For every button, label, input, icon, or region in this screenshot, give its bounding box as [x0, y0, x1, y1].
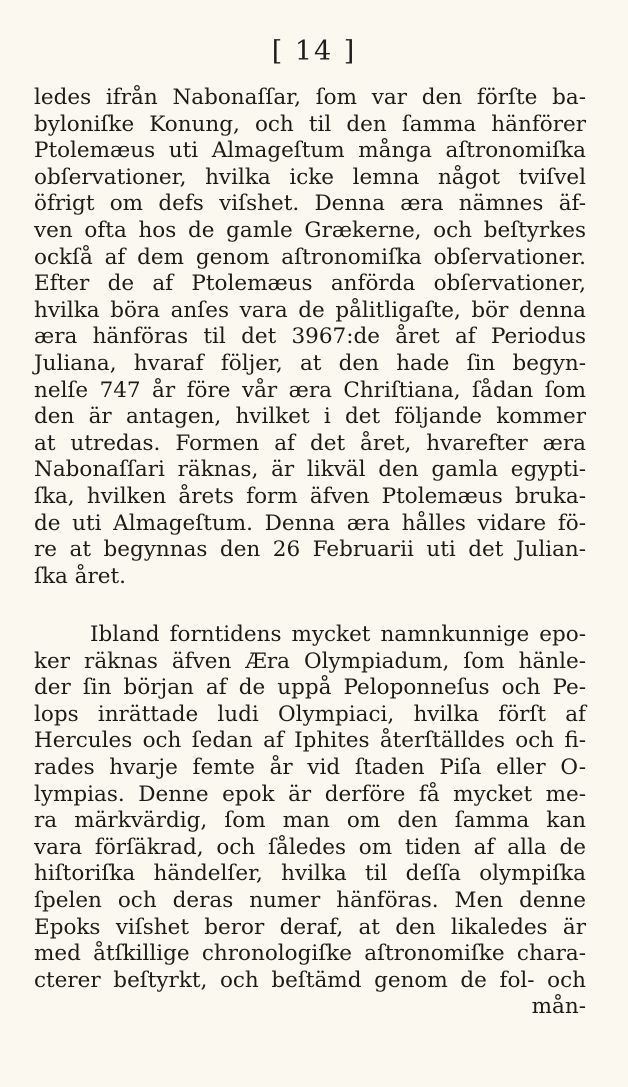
text-line: cterer beſtyrkt, och beſtämd genom de fol- och [34, 967, 586, 993]
text-line: Epoks viſshet beror deraf, at den likaledes är [34, 914, 586, 940]
text-line: rades hvarje femte år vid ſtaden Piſa eller O- [34, 754, 586, 780]
text-line: hiſtoriſka händelſer, hvilka til deſſa olympiſka [34, 861, 586, 887]
text-line: ſka året. [34, 563, 126, 589]
text-line: lops inrättade ludi Olympiaci, hvilka förſt af [34, 701, 586, 727]
text-line: den är antagen, hvilket i det följande kommer [34, 404, 586, 430]
text-line: Efter de af Ptolemæus anförda obſervationer, [34, 271, 586, 297]
text-line: öfrigt om defs viſshet. Denna æra nämnes äf- [34, 191, 586, 217]
text-line: nelſe 747 år före vår æra Chriſtiana, ſådan ſom [34, 377, 586, 403]
paragraph-1 [34, 85, 586, 590]
text-line: ſpelen och deras numer hänföras. Men denne [34, 887, 586, 913]
text-line: vara förſäkrad, och ſåledes om tiden af alla de [34, 834, 586, 860]
text-line: der ſin början af de uppå Peloponneſus och Pe- [34, 675, 586, 701]
text-line: de uti Almageſtum. Denna æra hålles vidare fö- [34, 510, 586, 536]
text-line: Ptolemæus uti Almageſtum många aſtronomiſka [34, 138, 586, 164]
text-line: Hercules och ſedan af Iphites återſtälldes och fi- [34, 728, 586, 754]
text-line: ockſå af dem genom aſtronomiſka obſervationer. [34, 244, 586, 270]
text-line: Juliana, hvaraf följer, at den hade ſin begyn- [34, 350, 586, 376]
text-line: hvilka böra anſes vara de pålitligaſte, bör denna [34, 297, 586, 323]
text-line: ker räknas äfven Æra Olympiadum, ſom hänle- [34, 648, 586, 674]
text-line: re at begynnas den 26 Februarii uti det Julian- [34, 537, 586, 563]
text-line: ſka, hvilken årets form äfven Ptolemæus bruka- [34, 483, 586, 509]
paragraph-2 [34, 622, 586, 1021]
text-line: at utredas. Formen af det året, hvarefter æra [34, 430, 586, 456]
text-line: Ibland forntidens mycket namnkunnige epo- [90, 622, 586, 647]
text-line: Nabonaſſari räknas, är likväl den gamla egypti- [34, 457, 586, 483]
catchword: mån- [531, 994, 586, 1020]
text-line: ven ofta hos de gamle Grækerne, och beſtyrkes [34, 217, 586, 243]
text-line: med åtſkillige chronologiſke aſtronomiſke chara- [34, 941, 586, 967]
text-line: obſervationer, hvilka icke lemna något tviſvel [34, 164, 586, 190]
text-line: byloniſke Konung, och til den ſamma hänförer [34, 111, 586, 137]
text-line: lympias. Denne epok är derföre få mycket me- [34, 781, 586, 807]
text-line: ra märkvärdig, ſom man om den ſamma kan [34, 808, 586, 834]
page-number: [ 14 ] [271, 36, 357, 67]
text-line: æra hänföras til det 3967:de året af Periodus [34, 324, 586, 350]
text-line: ledes ifrån Nabonaſſar, ſom var den förſte ba- [34, 85, 586, 110]
